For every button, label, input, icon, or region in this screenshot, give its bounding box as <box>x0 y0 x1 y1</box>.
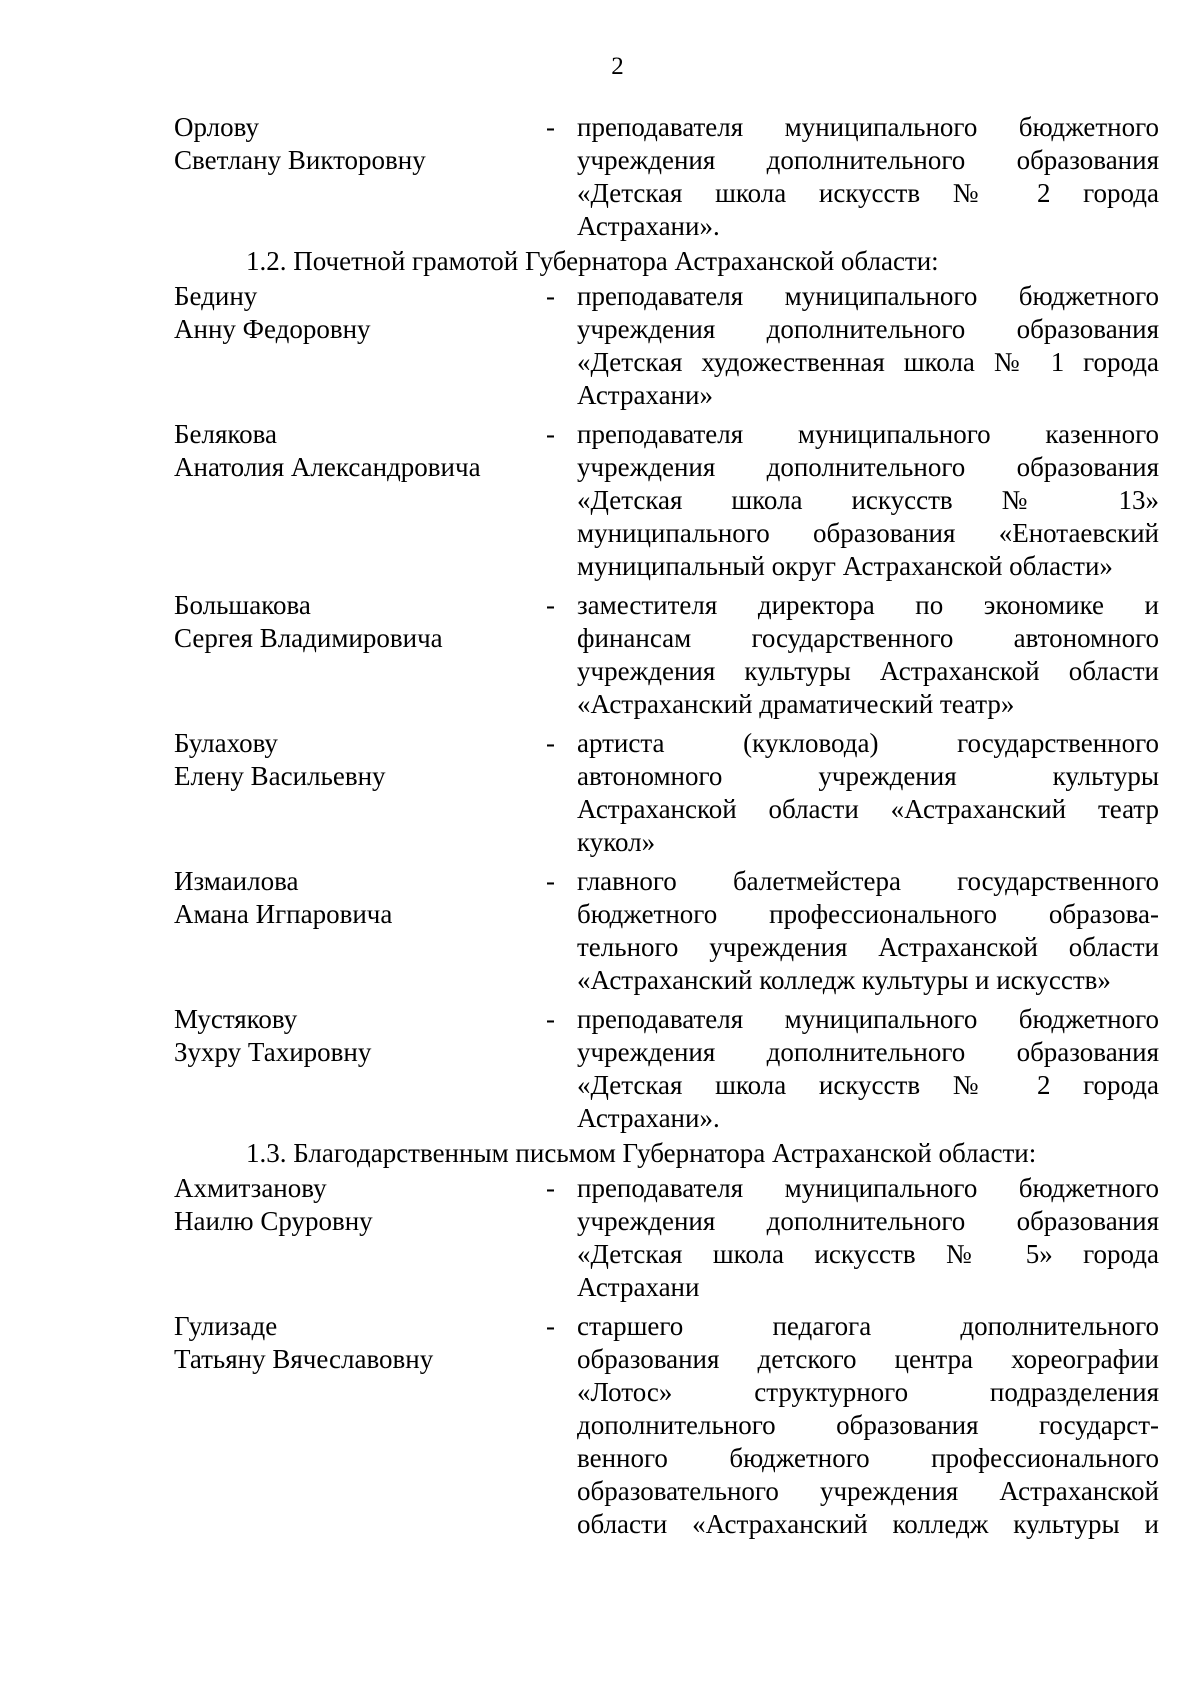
position-line: тельного учреждения Астраханской области <box>577 932 1159 962</box>
position-line: главного балетмейстера государственного <box>577 866 1159 896</box>
recipient-given-names: Сергея Владимировича <box>174 623 443 653</box>
position-line: автономного учреждения культуры <box>577 761 1159 791</box>
recipient-surname: Белякова <box>174 419 278 449</box>
position-line: учреждения культуры Астраханской области <box>577 656 1159 686</box>
position-line: старшего педагога дополнительного <box>577 1311 1159 1341</box>
position-line: преподавателя муниципального бюджетного <box>577 281 1159 311</box>
position-line: «Детская школа искусств № 13» <box>577 485 1159 515</box>
recipient-surname: Ахмитзанову <box>174 1173 327 1203</box>
recipient-name <box>174 865 544 997</box>
position-line: «Детская художественная школа № 1 города <box>577 347 1159 377</box>
recipient-given-names: Наилю Сруровну <box>174 1206 373 1236</box>
recipient-position <box>577 589 1159 721</box>
recipient-name <box>174 280 544 412</box>
recipient-given-names: Елену Васильевну <box>174 761 386 791</box>
position-line: дополнительного образования государст- <box>577 1410 1159 1440</box>
position-line: области «Астраханский колледж культуры и <box>577 1509 1159 1539</box>
position-line: муниципального образования «Енотаевский <box>577 518 1159 548</box>
recipient-surname: Гулизаде <box>174 1311 278 1341</box>
recipient-position <box>577 1172 1159 1304</box>
recipient-given-names: Светлану Викторовну <box>174 145 426 175</box>
position-line: бюджетного профессионального образова- <box>577 899 1159 929</box>
recipient-given-names: Зухру Тахировну <box>174 1037 372 1067</box>
position-line: «Астраханский драматический театр» <box>577 689 1015 719</box>
position-line: учреждения дополнительного образования <box>577 1037 1159 1067</box>
award-entry <box>174 727 1174 859</box>
section-heading: 1.2. Почетной грамотой Губернатора Астраханской области: <box>246 246 939 276</box>
award-entry <box>174 1310 1174 1541</box>
recipient-given-names: Анну Федоровну <box>174 314 371 344</box>
position-line: учреждения дополнительного образования <box>577 314 1159 344</box>
recipient-name <box>174 418 544 583</box>
position-line: преподавателя муниципального бюджетного <box>577 1004 1159 1034</box>
position-line: «Детская школа искусств № 5» города <box>577 1239 1159 1269</box>
award-entry <box>174 1003 1174 1135</box>
position-line: Астрахани <box>577 1272 700 1302</box>
recipient-name <box>174 727 544 859</box>
recipient-given-names: Анатолия Александровича <box>174 452 481 482</box>
separator-dash: - <box>546 281 555 311</box>
recipient-surname: Булахову <box>174 728 278 758</box>
recipient-position <box>577 280 1159 412</box>
position-line: Астраханской области «Астраханский театр <box>577 794 1159 824</box>
position-line: преподавателя муниципального бюджетного <box>577 112 1159 142</box>
separator-dash: - <box>546 1004 555 1034</box>
recipient-surname: Бедину <box>174 281 258 311</box>
position-line: «Лотос» структурного подразделения <box>577 1377 1159 1407</box>
position-line: кукол» <box>577 827 656 857</box>
recipient-name <box>174 1310 544 1541</box>
award-entry <box>174 280 1174 412</box>
position-line: учреждения дополнительного образования <box>577 145 1159 175</box>
recipient-position <box>577 111 1159 243</box>
position-line: Астрахани». <box>577 211 720 241</box>
position-line: Астрахани». <box>577 1103 720 1133</box>
recipient-name <box>174 589 544 721</box>
position-line: Астрахани» <box>577 380 713 410</box>
separator-dash: - <box>546 112 555 142</box>
recipient-position <box>577 865 1159 997</box>
position-line: преподавателя муниципального казенного <box>577 419 1159 449</box>
position-line: муниципальный округ Астраханской области» <box>577 551 1113 581</box>
position-line: финансам государственного автономного <box>577 623 1159 653</box>
recipient-given-names: Татьяну Вячеславовну <box>174 1344 434 1374</box>
separator-dash: - <box>546 419 555 449</box>
recipient-name <box>174 1003 544 1135</box>
separator-dash: - <box>546 590 555 620</box>
recipient-surname: Орлову <box>174 112 259 142</box>
recipient-position <box>577 418 1159 583</box>
recipient-position <box>577 727 1159 859</box>
recipient-surname: Большакова <box>174 590 311 620</box>
award-entry <box>174 865 1174 997</box>
position-line: артиста (кукловода) государственного <box>577 728 1159 758</box>
position-line: заместителя директора по экономике и <box>577 590 1159 620</box>
position-line: учреждения дополнительного образования <box>577 1206 1159 1236</box>
recipient-position <box>577 1310 1159 1541</box>
position-line: преподавателя муниципального бюджетного <box>577 1173 1159 1203</box>
separator-dash: - <box>546 866 555 896</box>
recipient-name <box>174 111 544 243</box>
separator-dash: - <box>546 728 555 758</box>
recipient-name <box>174 1172 544 1304</box>
award-entry <box>174 111 1174 243</box>
recipient-position <box>577 1003 1159 1135</box>
position-line: «Детская школа искусств № 2 города <box>577 178 1159 208</box>
position-line: венного бюджетного профессионального <box>577 1443 1159 1473</box>
page-number: 2 <box>611 53 624 80</box>
position-line: образования детского центра хореографии <box>577 1344 1159 1374</box>
position-line: «Астраханский колледж культуры и искусств» <box>577 965 1111 995</box>
separator-dash: - <box>546 1173 555 1203</box>
position-line: «Детская школа искусств № 2 города <box>577 1070 1159 1100</box>
award-entry <box>174 589 1174 721</box>
recipient-surname: Мустякову <box>174 1004 298 1034</box>
section-heading: 1.3. Благодарственным письмом Губернатора Астраханской области: <box>246 1138 1037 1168</box>
separator-dash: - <box>546 1311 555 1341</box>
award-entry <box>174 418 1174 583</box>
recipient-surname: Измаилова <box>174 866 299 896</box>
position-line: учреждения дополнительного образования <box>577 452 1159 482</box>
award-list <box>174 111 1174 1541</box>
position-line: образовательного учреждения Астраханской <box>577 1476 1159 1506</box>
recipient-given-names: Амана Игпаровича <box>174 899 393 929</box>
award-entry <box>174 1172 1174 1304</box>
